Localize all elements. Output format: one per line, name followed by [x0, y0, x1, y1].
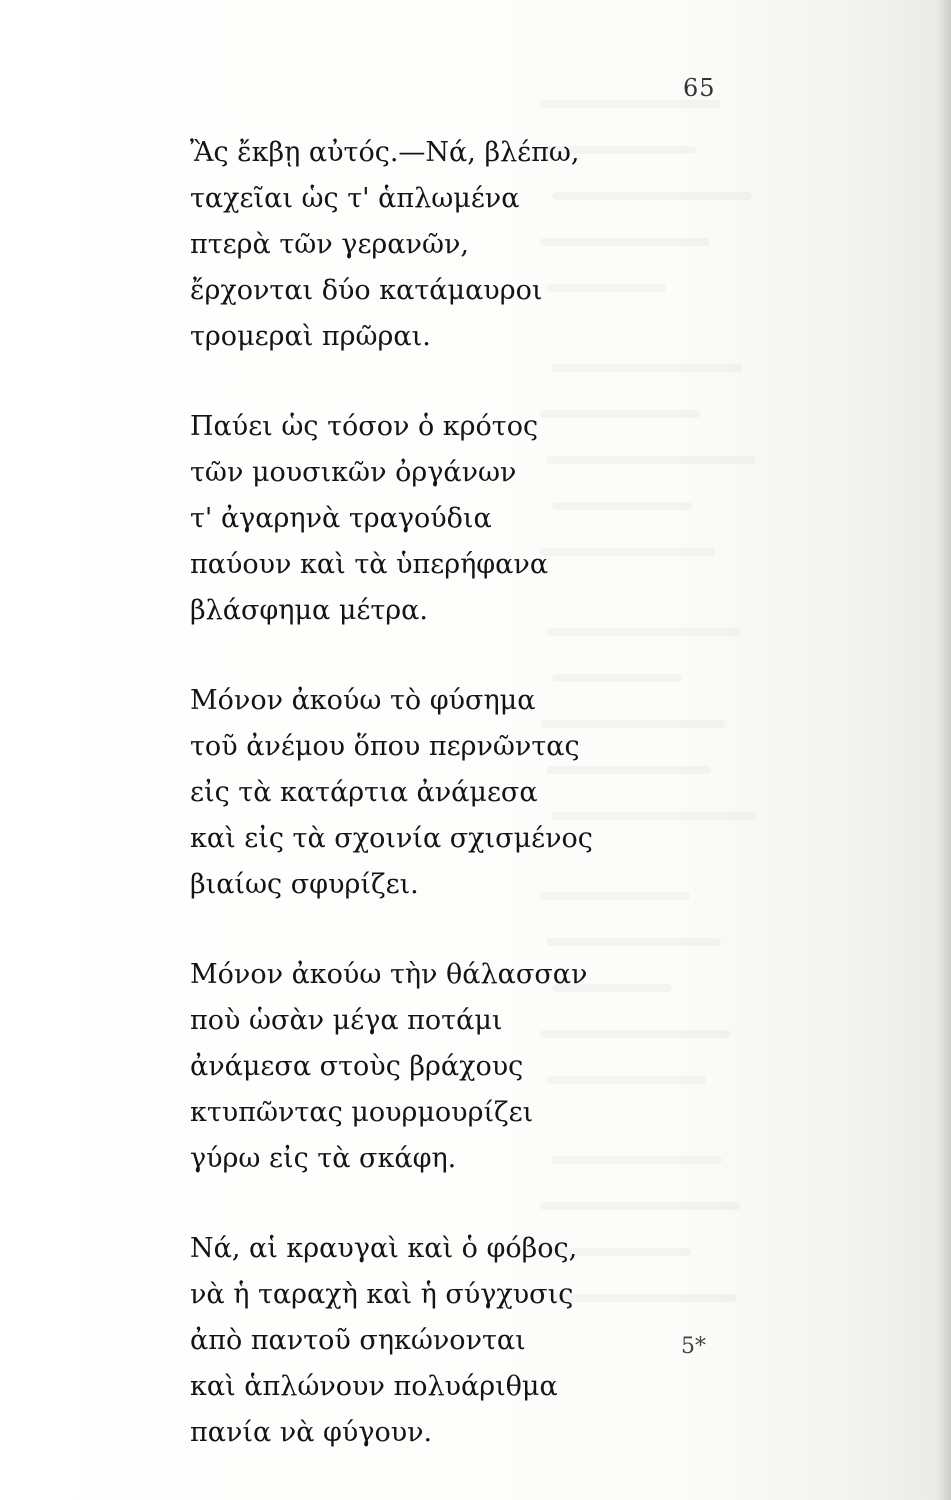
verse-line: τοῦ ἀνέμου ὅπου περνῶντας: [190, 731, 580, 762]
verse-line: Παύει ὡς τόσον ὁ κρότος: [190, 411, 539, 442]
verse-line: ἀνάμεσα στοὺς βράχους: [190, 1051, 524, 1082]
stanza: [190, 952, 650, 1182]
page-number: 65: [683, 74, 716, 102]
verse-line: Μόνον ἀκούω τὴν θάλασσαν: [190, 959, 588, 990]
verse-line: ἀπὸ παντοῦ σηκώνονται: [190, 1325, 526, 1356]
verse-line: παύουν καὶ τὰ ὑπερήφανα: [190, 549, 549, 580]
verse-line: κτυπῶντας μουρμουρίζει: [190, 1097, 534, 1128]
verse-line: βλάσφημα μέτρα.: [190, 595, 428, 626]
verse-line: ποὺ ὡσὰν μέγα ποτάμι: [190, 1005, 503, 1036]
verse-line: γύρω εἰς τὰ σκάφη.: [190, 1143, 457, 1174]
page-edge-shadow: [937, 0, 951, 1500]
verse-line: Νά, αἱ κραυγαὶ καὶ ὁ φόβος,: [190, 1233, 578, 1264]
stanza: [190, 678, 650, 908]
verse-line: τῶν μουσικῶν ὀργάνων: [190, 457, 517, 488]
printer-signature-mark: 5*: [681, 1334, 706, 1359]
verse-line: νὰ ἡ ταραχὴ καὶ ἡ σύγχυσις: [190, 1279, 574, 1310]
verse-line: πανία νὰ φύγουν.: [190, 1417, 433, 1448]
verse-line: εἰς τὰ κατάρτια ἀνάμεσα: [190, 777, 538, 808]
stanza: [190, 130, 650, 360]
verse-line: καὶ εἰς τὰ σχοινία σχισμένος: [190, 823, 593, 854]
poem-text: [190, 130, 650, 1500]
verse-line: Ἂς ἔκβῃ αὐτός.—Νά, βλέπω,: [190, 137, 580, 168]
verse-line: βιαίως σφυρίζει.: [190, 869, 419, 900]
verse-line: καὶ ἁπλώνουν πολυάριθμα: [190, 1371, 558, 1402]
stanza: [190, 404, 650, 634]
verse-line: ταχεῖαι ὡς τ' ἁπλωμένα: [190, 183, 520, 214]
verse-line: τρομεραὶ πρῶραι.: [190, 321, 431, 352]
verse-line: Μόνον ἀκούω τὸ φύσημα: [190, 685, 536, 716]
verse-line: ἔρχονται δύο κατάμαυροι: [190, 275, 543, 306]
verse-line: τ' ἀγαρηνὰ τραγούδια: [190, 503, 492, 534]
verse-line: πτερὰ τῶν γερανῶν,: [190, 229, 469, 260]
stanza: [190, 1226, 650, 1456]
